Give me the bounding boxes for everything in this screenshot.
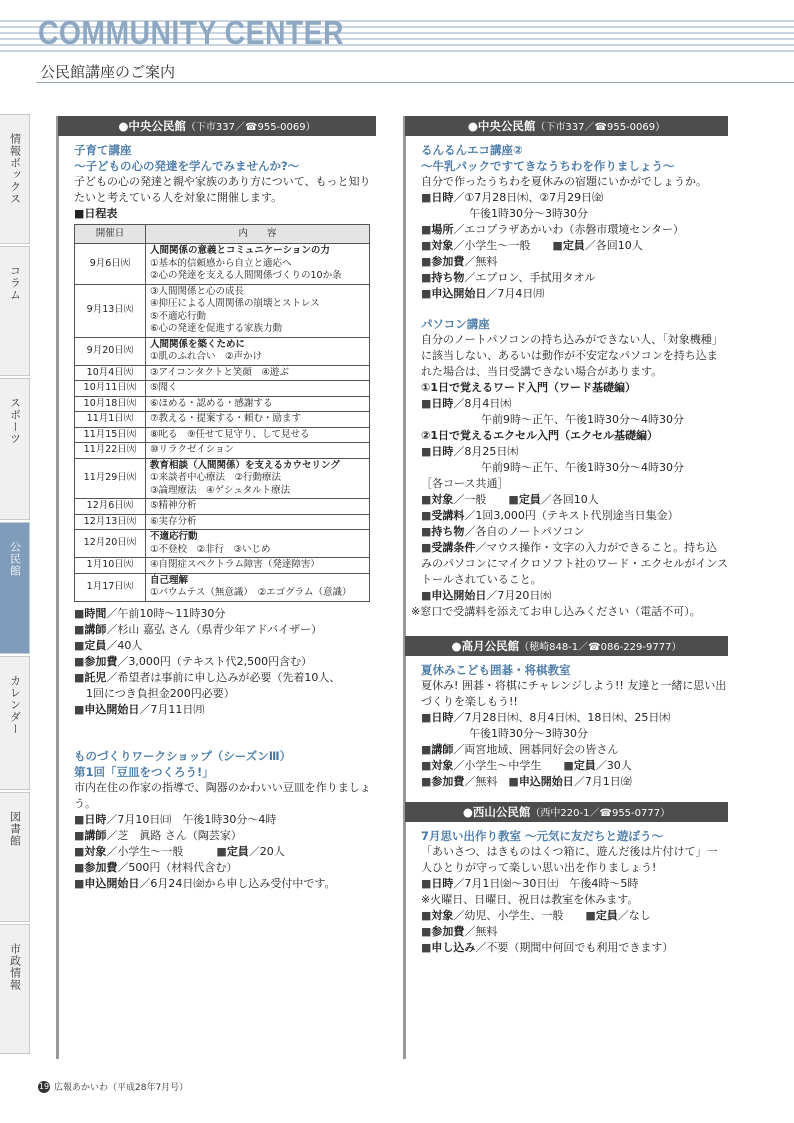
schedule-date: 9月13日㈫ [75, 284, 146, 337]
session-heading: 不適応行動 [150, 531, 198, 542]
right-column [405, 116, 728, 956]
info-line: ■定員／40人 [74, 638, 143, 652]
schedule-date: 9月6日㈫ [75, 244, 146, 285]
fee-and-apply: ■参加費／無料 ■申込開始日／7月1日㈮ [421, 775, 632, 788]
center-header: ●中央公民館（下市337／☎955-0069） [405, 116, 728, 136]
column-header: 開催日 [75, 225, 146, 244]
excel-course: ②1日で覚えるエクセル入門（エクセル基礎編） [421, 429, 658, 442]
schedule-date: 1月17日㈫ [75, 573, 146, 601]
session-topic: ⑤精神分析 [150, 500, 197, 511]
excel-time: 午前9時～正午、午後1時30分～4時30分 [481, 461, 684, 474]
target-and-capacity: ■対象／一般 ■定員／各回10人 [421, 493, 599, 506]
schedule-date: 1月10日㈫ [75, 558, 146, 574]
page-number: 19 [38, 1081, 50, 1091]
session-topic: ③アイコンタクトと笑顔 ④遊ぶ [150, 366, 289, 378]
session-heading: 教育相談（人間関係）を支えるカウセリング [150, 459, 340, 471]
schedule-date: 10月18日㈫ [75, 396, 146, 412]
apply-start: ■申込開始日／7月4日㈪ [421, 287, 545, 300]
apply-start: ■申込開始日／7月20日㈬ [421, 589, 552, 602]
center-header: ●西山公民館（西中220-1／☎955-0777） [405, 802, 728, 822]
info-line: ■講師／芝 眞路 さん（陶芸家） [74, 828, 242, 842]
workshop-course [58, 718, 376, 892]
info-line: ■時間／午前10時～11時30分 [74, 606, 226, 620]
table-row [75, 499, 370, 515]
fee: ■参加費／無料 [421, 255, 498, 268]
page-footer [38, 1080, 188, 1093]
table-row [75, 558, 370, 574]
course-description: 自分のノートパソコンの持ち込みができない人、「対象機種」に該当しない、あるいは動作が不安定なパソコンを持ち込まれた場合は、当日受講できない場合があります。 [421, 333, 723, 378]
schedule-content [146, 381, 370, 397]
course-description: 子どもの心の発達と親や家族のあり方について、もっと知りたいと考えている人を対象に開催します。 [74, 175, 371, 204]
course-description: 市内在住の作家の指導で、陶器のかわいい豆皿を作りましょう。 [74, 780, 371, 810]
course-title: 7月思い出作り教室 ～元気に友だちと遊ぼう～ [421, 829, 664, 843]
center-header: ●高月公民館（穂崎848-1／☎086-229-9777） [405, 636, 728, 656]
date: ■日時／7月1日㈮～30日㈯ 午後4時～5時 [421, 877, 639, 890]
tab-city-info[interactable]: 市政情報 [0, 924, 30, 1054]
apply-start: ■申込開始日／7月11日㈪ [74, 702, 205, 716]
target-and-capacity: ■対象／小学生～一般 ■定員／20人 [74, 844, 285, 858]
pc-course [405, 302, 728, 620]
session-topic: ③論理療法 ④ゲシュタルト療法 [150, 484, 291, 496]
fee: ■参加費／無料 [421, 925, 498, 938]
session-heading: 人間関係の意義とコミュニケーションの力 [150, 245, 330, 256]
schedule-date: 12月20日㈫ [75, 530, 146, 558]
table-row [75, 427, 370, 443]
schedule-date: 11月29日㈫ [75, 458, 146, 499]
apply-start: ■申込開始日／6月24日㈮から申し込み受付中です。 [74, 876, 336, 890]
holiday-note: ※火曜日、日曜日、祝日は教室を休みます。 [421, 893, 639, 906]
course-description: 「あいさつ、はきものはくつ箱に、遊んだ後は片付けて」一人ひとりが守って楽しい思い出を作りましょう! [421, 845, 718, 874]
schedule-content [146, 427, 370, 443]
session-topic: ④自閉症スペクトラム障害（発達障害） [150, 559, 320, 570]
session-topic: ①肌のふれ合い ②声かけ [150, 351, 263, 362]
course-title: るんるんエコ講座② [421, 143, 523, 157]
excel-date: ■日時／8月25日㈭ [421, 445, 519, 458]
table-row [75, 396, 370, 412]
course-subtitle: 第1回「豆皿をつくろう!」 [74, 764, 214, 779]
table-row [75, 365, 370, 381]
word-course: ①1日で覚えるワード入門（ワード基礎編） [421, 381, 636, 394]
schedule-content [146, 558, 370, 574]
schedule-content [146, 244, 370, 285]
session-heading: 自己理解 [150, 574, 189, 586]
table-row [75, 458, 370, 499]
session-topic: ⑦教える・提案する・頼む・励ます [150, 413, 302, 424]
target-and-capacity: ■対象／小学生～一般 ■定員／各回10人 [421, 239, 643, 252]
schedule-date: 10月11日㈫ [75, 381, 146, 397]
side-index-tabs [0, 114, 30, 1056]
go-shogi-course [405, 656, 728, 790]
schedule-date: 11月22日㈫ [75, 443, 146, 459]
parenting-course [58, 136, 376, 718]
schedule-content [146, 530, 370, 558]
schedule-content [146, 396, 370, 412]
session-topic: ②心の発達を支える人間関係づくりの10か条 [150, 270, 342, 281]
course-title: 夏休みこども囲碁・将棋教室 [421, 663, 571, 677]
schedule-date: 12月6日㈫ [75, 499, 146, 515]
schedule-content [146, 458, 370, 499]
word-date: ■日時／8月4日㈭ [421, 397, 512, 410]
fee: ■参加費／500円（材料代含む） [74, 860, 238, 874]
table-row [75, 573, 370, 601]
info-line: ■講師／杉山 嘉弘 さん（県青少年アドバイザー） [74, 622, 323, 636]
table-row [75, 412, 370, 428]
schedule-content [146, 443, 370, 459]
tab-sports[interactable]: スポーツ [0, 378, 30, 520]
note: ※窓口で受講料を添えてお申し込みください（電話不可）。 [411, 605, 701, 618]
table-row [75, 530, 370, 558]
schedule-content [146, 573, 370, 601]
session-topic: ⑤聞く [150, 382, 178, 393]
course-title: ものづくりワークショップ（シーズンⅢ） [74, 748, 292, 763]
session-topic: ④抑圧による人間関係の崩壊とストレス [150, 298, 320, 309]
session-topic: ⑤不適応行動 [150, 310, 207, 322]
place: ■場所／エコプラザあかいわ（赤磐市環境センター） [421, 223, 684, 236]
session-topic: ⑥ほめる・認める・感謝する [150, 397, 273, 409]
course-title: パソコン講座 [421, 317, 490, 331]
tab-info-box[interactable]: 情報ボックス [0, 114, 30, 244]
session-topic: ①基本的信頼感から自立と適応へ [150, 257, 292, 269]
tab-community-center[interactable]: 公民館 [0, 522, 30, 654]
course-subtitle: ～牛乳パックですてきなうちわを作りましょう～ [421, 159, 675, 173]
conditions: ■受講条件／マウス操作・文字の入力ができること。持ち込みのパソコンにマイクロソフト社のワード・エクセルがインストールされていること。 [421, 541, 729, 586]
schedule-content [146, 499, 370, 515]
schedule-content [146, 284, 370, 337]
bring: ■持ち物／各自のノートパソコン [421, 525, 585, 538]
schedule-date: 12月13日㈫ [75, 514, 146, 530]
session-topic: ③人間関係と心の成長 [150, 285, 245, 297]
date: ■日時／7月28日㈭、8月4日㈭、18日㈭、25日㈭ [421, 711, 671, 724]
schedule-date: 10月4日㈫ [75, 365, 146, 381]
tab-library[interactable]: 図書館 [0, 792, 30, 922]
schedule-date: 11月1日㈫ [75, 412, 146, 428]
target-and-capacity: ■対象／小学生～中学生 ■定員／30人 [421, 759, 632, 772]
course-subtitle: ～子どもの心の発達を学んでみませんか?～ [74, 159, 300, 173]
time: 午後1時30分～3時30分 [469, 727, 588, 740]
childcare-note: 1回につき負担金200円必要） [86, 686, 235, 700]
schedule-content [146, 514, 370, 530]
schedule-content [146, 412, 370, 428]
schedule-label: ■日程表 [74, 207, 118, 220]
word-time: 午前9時～正午、午後1時30分～4時30分 [481, 413, 684, 426]
page-title: COMMUNITY CENTER [38, 14, 344, 51]
session-topic: ⑥実存分析 [150, 515, 197, 527]
course-title: 子育て講座 [74, 143, 132, 157]
info-line: ■託児／希望者は事前に申し込みが必要（先着10人、 [74, 670, 341, 684]
header-rule [36, 82, 794, 83]
course-description: 自分で作ったうちわを夏休みの宿題にいかがでしょうか。 [421, 175, 707, 188]
application: ■申し込み／不要（期間中何回でも利用できます） [421, 941, 674, 954]
schedule-content [146, 337, 370, 365]
date: ■日時／①7月28日㈭、②7月29日㈮ [421, 191, 604, 204]
time: 午後1時30分～3時30分 [469, 207, 588, 220]
target-and-capacity: ■対象／幼児、小学生、一般 ■定員／なし [421, 909, 651, 922]
table-row [75, 337, 370, 365]
table-row [75, 244, 370, 285]
teacher: ■講師／両宮地域、囲碁同好会の皆さん [421, 743, 619, 756]
left-column [58, 116, 376, 892]
session-topic: ⑥心の発達を促進する家族力動 [150, 323, 283, 334]
session-topic: ①来談者中心療法 ②行動療法 [150, 472, 282, 483]
common-label: ［各コース共通］ [421, 477, 509, 490]
table-row [75, 381, 370, 397]
memories-course [405, 822, 728, 956]
table-row [75, 514, 370, 530]
session-topic: ⑧叱る ⑨任せて見守り、して見せる [150, 428, 310, 440]
session-topic: ①不登校 ②非行 ③いじめ [150, 543, 271, 555]
info-line: ■参加費／3,000円（テキスト代2,500円含む） [74, 654, 313, 668]
course-description: 夏休み! 囲碁・将棋にチャレンジしよう!! 友達と一緒に思い出づくりを楽しもう!! [421, 679, 727, 708]
schedule-date: 11月15日㈫ [75, 427, 146, 443]
info-line: ■日時／7月10日㈰ 午後1時30分～4時 [74, 812, 277, 826]
tab-calendar[interactable]: カレンダー [0, 656, 30, 790]
schedule-date: 9月20日㈫ [75, 337, 146, 365]
eco-course [405, 136, 728, 302]
fee: ■受講料／1回3,000円（テキスト代別途当日集金） [421, 509, 679, 522]
publication-name: 広報あかいわ（平成28年7月号） [54, 1083, 189, 1093]
bring: ■持ち物／エプロン、手拭用タオル [421, 271, 596, 284]
tab-column[interactable]: コラム [0, 246, 30, 376]
table-row [75, 284, 370, 337]
table-row [75, 443, 370, 459]
center-header: ●中央公民館（下市337／☎955-0069） [58, 116, 376, 136]
page-subtitle: 公民館講座のご案内 [40, 63, 176, 81]
session-heading: 人間関係を築くために [150, 338, 246, 350]
schedule-table [74, 224, 370, 602]
session-topic: ⑩リラクゼイション [150, 444, 235, 455]
schedule-content [146, 365, 370, 381]
column-header: 内 容 [146, 225, 370, 244]
session-topic: ①バウムテス（無意識） ②エゴグラム（意識） [150, 587, 352, 598]
